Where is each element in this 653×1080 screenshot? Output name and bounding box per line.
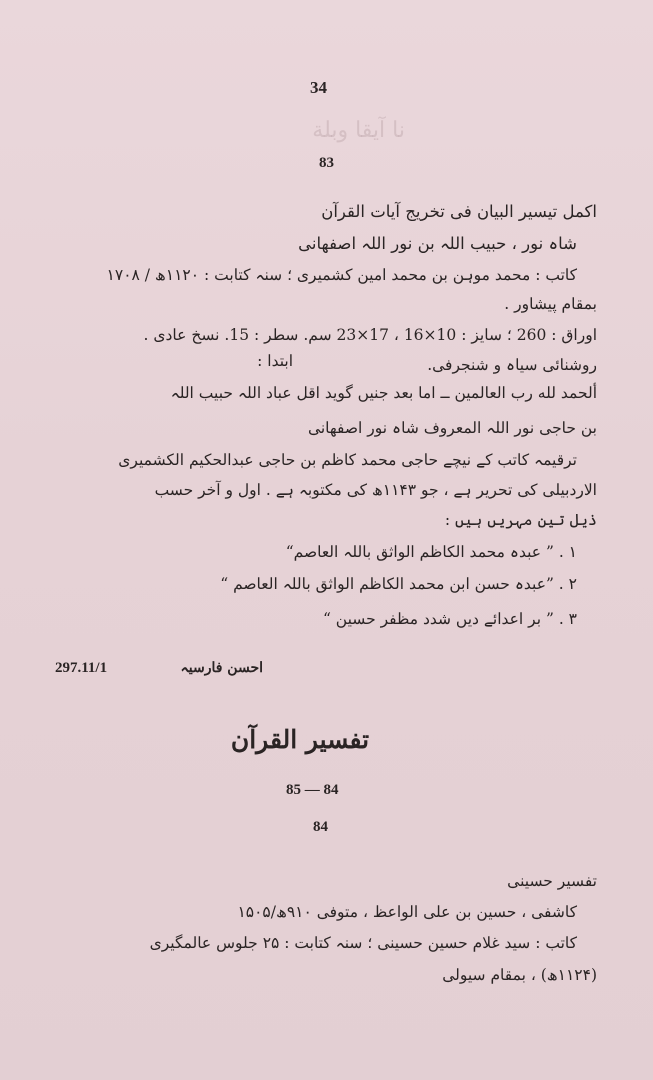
page-number: 34 bbox=[310, 78, 327, 97]
entry-83-physical-description: اوراق : 260 ؛ سایز : 10×16 ، 17×23 سم. سطر : 15. نسخ عادی . bbox=[143, 326, 597, 344]
entry-number-83: 83 bbox=[319, 155, 334, 171]
entry-84-title: تفسیر حسینی bbox=[507, 872, 597, 890]
entry-83-beginning-label: ابتدا : bbox=[257, 352, 293, 370]
entry-83-seal-2: ۲ . ”عبدہ حسن ابن محمد الکاظم الواثق باللہ العاصم “ bbox=[220, 575, 577, 593]
entry-83-incipit-line-2: بن حاجی نور اللہ المعروف شاہ نور اصفهانی bbox=[307, 419, 597, 437]
entry-84-scribe-line-1: کاتب : سید غلام حسین حسینی ؛ سنہ کتابت : ۲۵ جلوس عالمگیری bbox=[149, 934, 577, 952]
entry-83-collection: احسن فارسیہ bbox=[180, 660, 263, 676]
entry-84-author: کاشفی ، حسین بن علی الواعظ ، متوفی ۹۱۰ھ/۱۵۰۵ bbox=[237, 903, 577, 921]
entry-83-ink: روشنائی سیاہ و شنجرفی. bbox=[427, 356, 597, 374]
entry-83-scribe-line-1: کاتب : محمد موہن بن محمد امین کشمیری ؛ سنہ کتابت : ۱۱۲۰ھ / ۱۷۰۸ bbox=[106, 266, 577, 284]
entry-83-title: اکمل تیسیر البیان فی تخریج آیات القرآن bbox=[321, 202, 597, 221]
faded-watermark-text: نا آیقا وبلة bbox=[312, 118, 405, 143]
entry-83-note-line-3: ذیل تین مہریں ہیں : bbox=[444, 511, 597, 529]
entry-83-seal-3: ۳ . ” بر اعدائے دیں شدد مظفر حسین “ bbox=[322, 610, 577, 628]
entry-83-note-line-1: ترقیمہ کاتب کے نیچے حاجی محمد کاظم بن حاجی عبدالحکیم الکشمیری bbox=[118, 451, 577, 469]
entry-83-scribe-line-2: بمقام پیشاور . bbox=[504, 295, 597, 313]
entry-83-incipit-line-1: ألحمد لله رب العالمین ــ اما بعد جنیں گوید اقل عباد اللہ حبیب اللہ bbox=[170, 384, 597, 402]
entry-83-note-line-2: الاردبیلی کی تحریر ہے ، جو ۱۱۴۳ھ کی مکتوبہ ہے . اول و آخر حسب bbox=[154, 481, 597, 499]
entry-83-call-number: 297.11/1 bbox=[55, 660, 108, 676]
entry-number-84: 84 bbox=[313, 819, 328, 835]
section-entry-range: 85 — 84 bbox=[286, 782, 339, 798]
entry-84-scribe-line-2: (۱۱۲۴ھ) ، بمقام سیولی bbox=[442, 966, 597, 984]
entry-83-seal-1: ۱ . ” عبدہ محمد الکاظم الواثق باللہ العاصم“ bbox=[285, 543, 577, 561]
entry-83-author: شاہ نور ، حبیب اللہ بن نور اللہ اصفهانی bbox=[298, 234, 577, 253]
section-heading: تفسیر القرآن bbox=[230, 725, 370, 754]
